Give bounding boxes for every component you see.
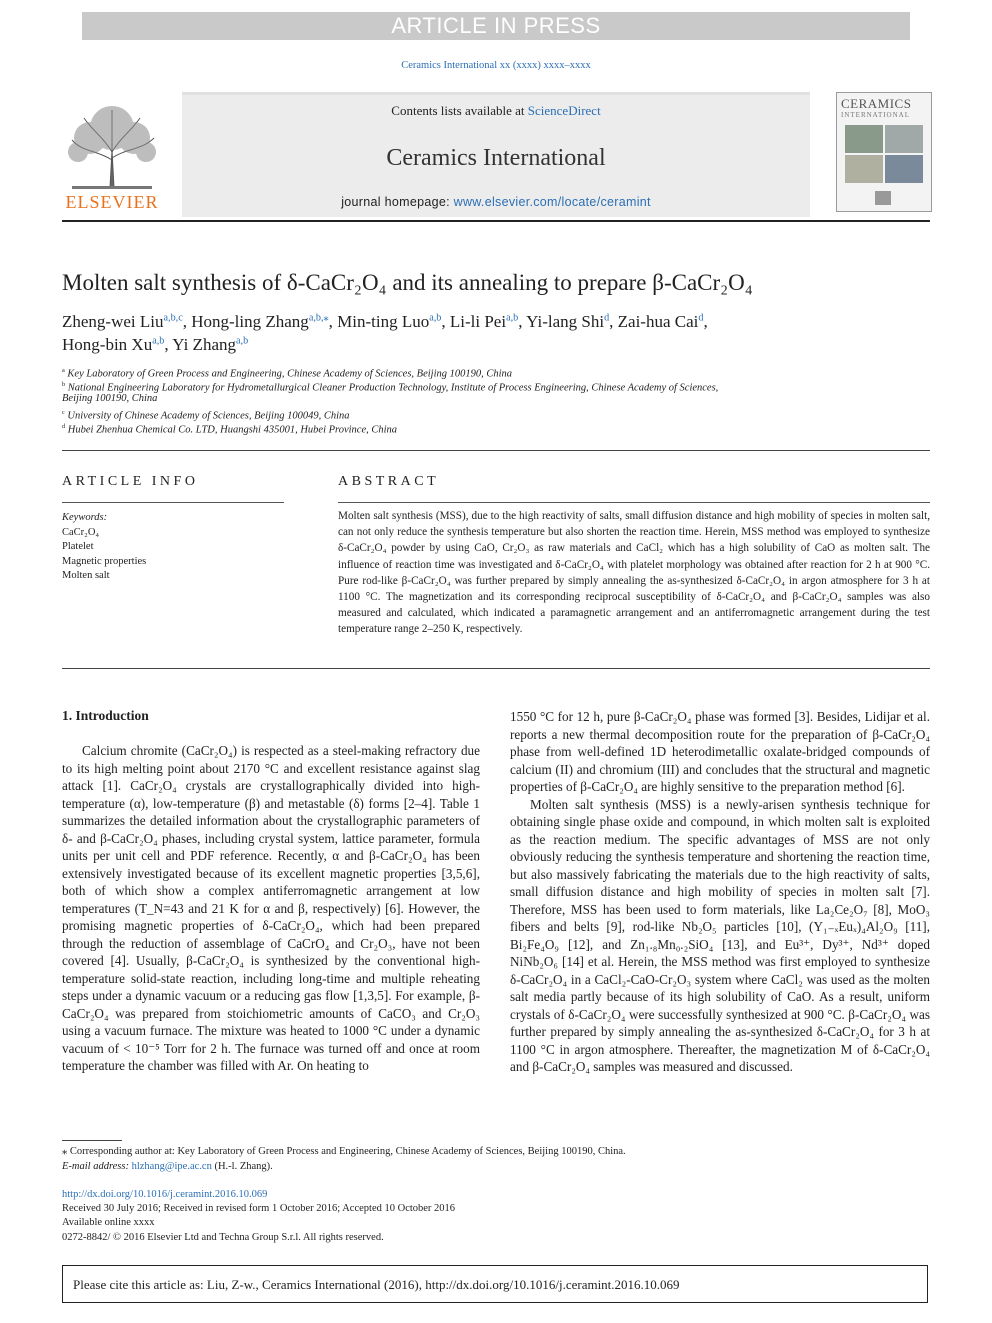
author-name[interactable]: Hong-ling Zhang bbox=[191, 312, 309, 331]
cover-title: CERAMICS bbox=[841, 96, 912, 111]
author-affiliation-marker[interactable]: a,b bbox=[152, 335, 165, 347]
affiliation-marker: a bbox=[62, 367, 65, 374]
journal-title: Ceramics International bbox=[386, 145, 606, 171]
journal-masthead bbox=[182, 92, 810, 217]
affiliation-b-cont bbox=[62, 392, 922, 406]
email-label: E-mail address: bbox=[62, 1160, 132, 1172]
citation-box bbox=[62, 1265, 928, 1303]
cover-publisher-icon bbox=[875, 191, 891, 205]
author-separator: , bbox=[164, 335, 173, 354]
publication-info bbox=[62, 1188, 930, 1245]
article-title: Molten salt synthesis of δ-CaCr₂O₄ and its annealing to prepare β-CaCr₂O₄ bbox=[62, 270, 753, 295]
author-affiliation-marker[interactable]: d bbox=[698, 312, 704, 324]
keywords-label: Keywords: bbox=[62, 512, 108, 523]
intro-paragraph-1-cont: 1550 °C for 12 h, pure β-CaCr₂O₄ phase was formed [3]. Besides, Lidijar et al. reports a new thermal decomposition route for the preparation of β-CaCr₂O₄ phase from well-defined 1D heterodimetallic oxalate-bridged compounds of calcium (II) and chromium (III) and concludes that the structural and magnetic properties of β-CaCr₂O₄ are highly sensitive to the preparation method [6]. bbox=[510, 709, 930, 794]
author-affiliation-marker[interactable]: a,b bbox=[236, 335, 249, 347]
author-separator: , bbox=[441, 312, 450, 331]
affiliation-marker: d bbox=[62, 423, 66, 430]
affiliation-text: National Engineering Laboratory for Hydrometallurgical Cleaner Production Technology, Institute of Process Engineering, Chinese Academy of Sciences, bbox=[67, 382, 719, 394]
author-affiliation-marker[interactable]: a,b,c bbox=[163, 312, 183, 324]
journal-homepage bbox=[182, 195, 810, 209]
citation-doi-link[interactable]: http://dx.doi.org/10.1016/j.ceramint.2016.10.069 bbox=[425, 1277, 680, 1292]
email-suffix: (H.-l. Zhang). bbox=[211, 1160, 273, 1172]
contents-prefix: Contents lists available at bbox=[391, 103, 528, 118]
abstract-text: Molten salt synthesis (MSS), due to the high reactivity of salts, small diffusion distance and high mobility of species in molten salt, can not only reduce the synthesis temperature but also shorten the reaction time. Herein, MSS method was employed to synthesize δ-CaCr₂O₄ powder by using CaO, Cr₂O₃ as raw materials and CaCl₂ which has a high solubility of CaO as molten salt. The influence of reaction time was investigated and δ-CaCr₂O₄ with platelet morphology was obtained after reaction for 2 h at 900 °C. Pure rod-like β-CaCr₂O₄ was further prepared by simply annealing the as-synthesized δ-CaCr₂O₄ in argon atmosphere for 3 h at 1100 °C. The magnetization and its corresponding reciprocal susceptibility of δ-CaCr₂O₄ and β-CaCr₂O₄ samples was also measured and calculated, which indicated a paramagnetic arrangement and an antiferromagnetic arrangement during the test temperature range 2–250 K, respectively. bbox=[338, 510, 930, 636]
affiliation-marker: c bbox=[62, 409, 65, 416]
keyword: Molten salt bbox=[62, 570, 110, 581]
keyword: Magnetic properties bbox=[62, 555, 147, 567]
intro-paragraph-2: Molten salt synthesis (MSS) is a newly-arisen synthesis technique for obtaining single phase oxide and compound, in which molten salt is exploited as the reaction medium. The specific advantages of MSS are not only obviously reducing the synthesis temperature and shortening the reaction time, but also massively fabricating the materials due to the high reactivity of salts, small diffusion distance and high mobility of species in molten salt [7]. Therefore, MSS has been used to form materials, like La₂Ce₂O₇ [8], MoO₃ fibers and belts [9], rod-like Nb₂O₅ particles [10], (Y₁₋ₓEuₓ)₄Al₂O₉ [11], Bi₂Fe₄O₉ [12], and Zn₁.₈Mn₀.₂SiO₄ [13], and Eu³⁺, Dy³⁺, Nd³⁺ doped NiNb₂O₆ [14] et al. Herein, the MSS method was first employed to synthesize δ-CaCr₂O₄ in a CaCl₂-CaO-Cr₂O₃ system where CaCl₂ was used as the molten salt media partly because of its high solubility of CaO. As a result, uniform crystals of δ-CaCr₂O₄ were successfully synthesized at 900 °C. β-CaCr₂O₄ was further prepared by simply annealing the as-synthesized δ-CaCr₂O₄ for 3 h at 1100 °C in argon atmosphere. Thereafter, the magnetization M of δ-CaCr₂O₄ and β-CaCr₂O₄ samples was measured and discussed. bbox=[510, 796, 930, 1074]
article-in-press-banner: ARTICLE IN PRESS bbox=[82, 12, 910, 40]
elsevier-wordmark: ELSEVIER bbox=[65, 192, 159, 212]
body-column-left bbox=[62, 742, 480, 1075]
corresponding-author-footnote bbox=[62, 1145, 930, 1174]
doi-link[interactable]: http://dx.doi.org/10.1016/j.ceramint.2016.10.069 bbox=[62, 1189, 268, 1200]
author-separator: , bbox=[182, 312, 192, 331]
available-online: Available online xxxx bbox=[62, 1217, 155, 1229]
affiliation-marker: b bbox=[62, 381, 66, 388]
author-affiliation-marker[interactable]: d bbox=[604, 312, 610, 324]
author-list-line-1 bbox=[62, 312, 922, 332]
author-affiliation-marker[interactable]: a,b bbox=[506, 312, 519, 324]
keywords-block bbox=[62, 511, 284, 584]
abstract-heading: ABSTRACT bbox=[338, 474, 440, 489]
affiliation-text: University of Chinese Academy of Sciences, Beijing 100049, China bbox=[67, 410, 350, 422]
article-info-heading: ARTICLE INFO bbox=[62, 474, 199, 489]
email-link[interactable]: hlzhang@ipe.ac.cn bbox=[131, 1160, 212, 1172]
author-name[interactable]: Zheng-wei Liu bbox=[62, 312, 164, 331]
affiliation-text: Beijing 100190, China bbox=[62, 393, 158, 404]
author-name[interactable]: Yi Zhang bbox=[172, 335, 236, 354]
author-list-line-2 bbox=[62, 335, 922, 355]
citation-prefix: Please cite this article as: Liu, Z-w., Ceramics International (2016), bbox=[73, 1277, 426, 1292]
author-name[interactable]: Hong-bin Xu bbox=[62, 335, 153, 354]
cover-subtitle: INTERNATIONAL bbox=[841, 111, 910, 119]
body-column-right bbox=[510, 708, 930, 1076]
author-separator: , bbox=[518, 312, 527, 331]
author-name[interactable]: Zai-hua Cai bbox=[617, 312, 699, 331]
footnote-rule bbox=[62, 1140, 122, 1141]
introduction-heading: 1. Introduction bbox=[62, 708, 149, 723]
author-separator: , bbox=[609, 312, 618, 331]
author-separator: , bbox=[703, 312, 708, 331]
affiliation-text: Key Laboratory of Green Process and Engineering, Chinese Academy of Sciences, Beijing 100190, China bbox=[67, 368, 513, 380]
contents-line bbox=[182, 103, 810, 119]
footnote-address: ⁎ Corresponding author at: Key Laboratory of Green Process and Engineering, Chinese Academy of Sciences, Beijing 100190, China. bbox=[62, 1146, 626, 1157]
author-name[interactable]: Li-li Pei bbox=[449, 312, 507, 331]
affiliation-d bbox=[62, 420, 922, 438]
journal-reference-link[interactable]: Ceramics International xx (xxxx) xxxx–xxxx bbox=[401, 60, 591, 71]
abstract-rule bbox=[338, 502, 930, 503]
journal-cover-thumbnail[interactable] bbox=[836, 92, 932, 212]
keyword: CaCr₂O₄ bbox=[62, 526, 100, 538]
copyright-line: 0272-8842/ © 2016 Elsevier Ltd and Techna Group S.r.l. All rights reserved. bbox=[62, 1231, 384, 1243]
article-info-rule bbox=[62, 502, 284, 503]
footnote-email-line bbox=[62, 1160, 930, 1175]
author-affiliation-marker[interactable]: a,b,⁎ bbox=[308, 312, 329, 324]
intro-paragraph-1: Calcium chromite (CaCr₂O₄) is respected as a steel-making refractory due to its high melting point about 2170 °C and excellent resistance against slag attack [1]. CaCr₂O₄ crystals are crystallographically divided into high-temperature (α), low-temperature (β) and metastable (δ) forms [2–4]. Table 1 summarizes the detailed information about the crystallographic parameters of δ- and β-CaCr₂O₄ phases, including crystal system, lattice parameter, formula units per unit cell and PDF reference. Recently, α and β-CaCr₂O₄ has been extensively investigated because of its excellent magnetic properties [3,5,6], both of which show a complex antiferromagnetic arrangement at low temperatures (T_N=43 and 21 K for α and β, respectively) [6]. However, the promising magnetic properties of δ-CaCr₂O₄, which had been prepared through the reduction of assemblage of CaCrO₄ and Cr₂O₃, have not been covered [4]. Usually, β-CaCr₂O₄ is synthesized by the conventional high-temperature solid-state reaction, including long-time and multiple reheating steps under a dynamic vacuum or a reducing gas flow [1,3,5]. For example, β-CaCr₂O₄ was prepared from stoichiometric amounts of CaCO₃ and Cr₂O₃ using a vacuum furnace. The mixture was heated to 1000 °C under a dynamic vacuum of < 10⁻⁵ Torr for 2 h. The furnace was turned off and once at room temperature the chamber was filled with Ar. On heating to bbox=[62, 743, 480, 1073]
sciencedirect-link[interactable]: ScienceDirect bbox=[527, 103, 601, 118]
author-separator: , bbox=[328, 312, 338, 331]
affiliation-text: Hubei Zhenhua Chemical Co. LTD, Huangshi 435001, Hubei Province, China bbox=[67, 424, 398, 436]
homepage-prefix: journal homepage: bbox=[341, 195, 454, 209]
abstract-end-rule bbox=[62, 668, 930, 669]
homepage-link[interactable]: www.elsevier.com/locate/ceramint bbox=[453, 195, 651, 209]
section-rule bbox=[62, 450, 930, 451]
keyword: Platelet bbox=[62, 541, 94, 552]
author-affiliation-marker[interactable]: a,b bbox=[429, 312, 442, 324]
author-name[interactable]: Min-ting Luo bbox=[337, 312, 430, 331]
author-name[interactable]: Yi-lang Shi bbox=[526, 312, 605, 331]
cover-image bbox=[845, 125, 923, 185]
received-dates: Received 30 July 2016; Received in revised form 1 October 2016; Accepted 10 October 2016 bbox=[62, 1203, 456, 1215]
header-rule bbox=[62, 220, 930, 222]
